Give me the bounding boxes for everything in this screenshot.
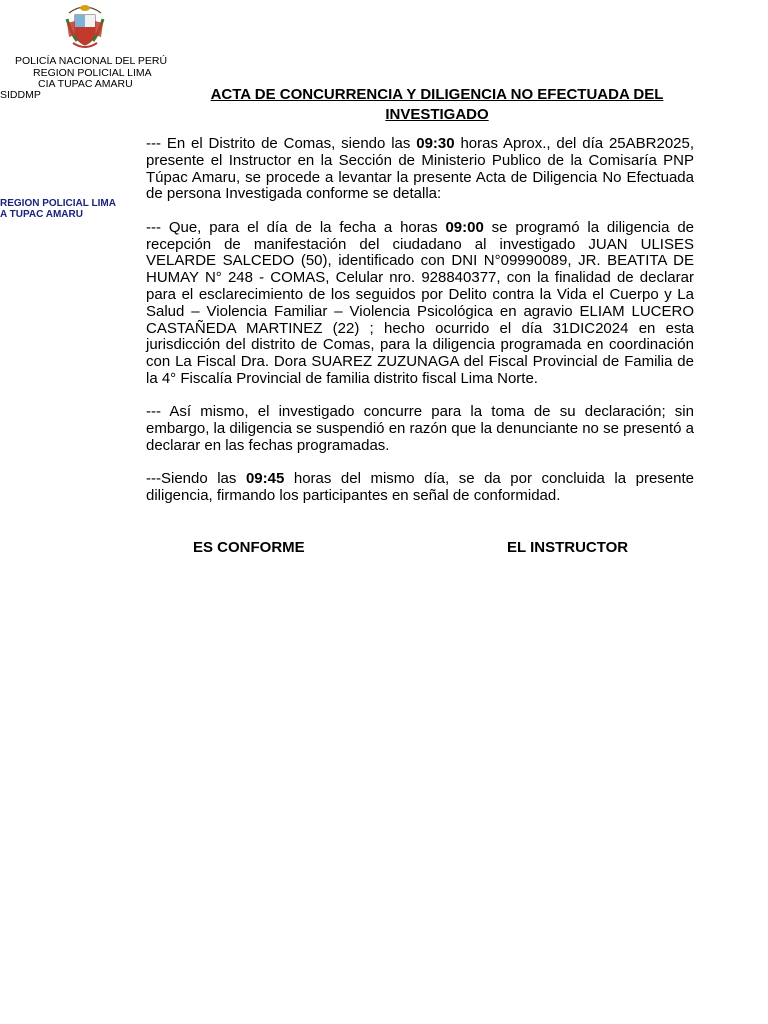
scheduled-time: 09:00 <box>445 218 484 236</box>
paragraph-closing: ---Siendo las 09:45 horas del mismo día, se da por concluida la presente diligencia, firmando los participantes en señal de conformidad. <box>146 470 695 505</box>
end-time: 09:45 <box>245 470 285 488</box>
side-note-region: REGION POLICIAL LIMA <box>0 198 116 209</box>
paragraph-intro: --- En el Distrito de Comas, siendo las 09:30 horas Aprox., del día 25ABR2025, presente el Instructor en la Sección de Ministerio Publico de la Comisaría PNP Túpac Amaru, se procede a levantar la presente Acta de Diligencia No Efectuada de persona Investigada conforme se detalla: <box>146 135 695 203</box>
side-note-station: A TUPAC AMARU <box>0 209 83 220</box>
start-time: 09:30 <box>416 135 455 152</box>
document-title <box>190 85 684 125</box>
region-name: REGION POLICIAL LIMA <box>33 67 152 79</box>
paragraph-details: --- Que, para el día de la fecha a horas 09:00 se programó la diligencia de recepción de manifestación del ciudadano al investigado JUAN ULISES VELARDE SALCEDO (50), identificado con DNI N°09990089, JR. BEATITA DE HUMAY N° 248 - COMAS, Celular nro. 928840377, con la finalidad de declarar para el esclarecimiento de los seguidos por Delito contra la Vida el Cuerpo y La Salud – Violencia Familiar – Violencia Psicológica en agravio ELIAM LUCERO CASTAÑEDA MARTINEZ (22) ; hecho ocurrido el día 31DIC2024 en esta jurisdicción del distrito de Comas, para la diligencia programada en coordinación con La Fiscal Dra. Dora SUAREZ ZUZUNAGA del Fiscal Provincial de Familia de la 4° Fiscalía Provincial de familia distrito fiscal Lima Norte. <box>146 218 695 387</box>
coat-of-arms-icon <box>63 3 107 49</box>
institution-name: POLICÍA NACIONAL DEL PERÚ <box>15 55 168 67</box>
title-line-2: INVESTIGADO <box>385 106 489 123</box>
signature-conforme: ES CONFORME <box>193 539 305 556</box>
document-body <box>146 136 694 522</box>
paragraph-suspension: --- Así mismo, el investigado concurre para la toma de su declaración; sin embargo, la diligencia se suspendió en razón que la denunciante no se presentó a declarar en las fechas programadas. <box>146 403 694 454</box>
section-code: SIDDMP <box>0 89 41 101</box>
signature-instructor: EL INSTRUCTOR <box>507 539 629 556</box>
title-line-1: ACTA DE CONCURRENCIA Y DILIGENCIA NO EFECTUADA DEL <box>210 86 664 103</box>
station-name: CIA TUPAC AMARU <box>38 78 133 90</box>
